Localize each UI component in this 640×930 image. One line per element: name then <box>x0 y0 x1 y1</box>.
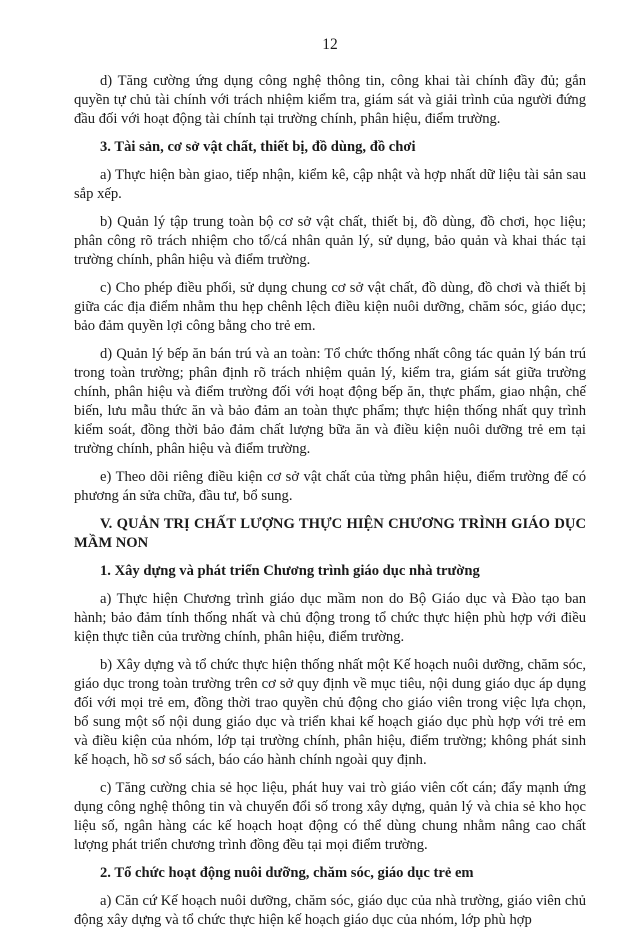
paragraph-3c: c) Cho phép điều phối, sử dụng chung cơ sở vật chất, đồ dùng, đồ chơi và thiết bị giữa các địa điểm nhằm thu hẹp chênh lệch điều kiện nuôi dưỡng, chăm sóc, giáo dục; bảo đảm quyền lợi công bằng cho trẻ em. <box>74 280 586 334</box>
section-3-heading: 3. Tài sản, cơ sở vật chất, thiết bị, đồ dùng, đồ chơi <box>100 139 416 155</box>
paragraph-3a: a) Thực hiện bàn giao, tiếp nhận, kiểm kê, cập nhật và hợp nhất dữ liệu tài sản sau sắp xếp. <box>74 167 586 202</box>
paragraph-3d: d) Quản lý bếp ăn bán trú và an toàn: Tổ chức thống nhất công tác quản lý bán trú trong toàn trường; phân định rõ trách nhiệm quản lý, kiểm tra, giám sát giữa trường chính, phân hiệu và điểm trường đối với hoạt động bếp ăn, thực phẩm, giao nhận, chế biến, lưu mẫu thức ăn và bảo đảm an toàn thực phẩm; thực hiện thống nhất quy trình kiểm soát, đồng thời bảo đảm chất lượng bữa ăn và điều kiện nuôi dưỡng trẻ em tại trường chính, phân hiệu và điểm trường. <box>74 346 586 457</box>
paragraph-v1c: c) Tăng cường chia sẻ học liệu, phát huy vai trò giáo viên cốt cán; đẩy mạnh ứng dụng công nghệ thông tin và chuyển đổi số trong xây dựng, quản lý và chia sẻ kho học liệu số, ngân hàng các kế hoạch hoạt động có thể dùng chung nhằm nâng cao chất lượng phát triển chương trình đồng đều tại mọi điểm trường. <box>74 780 586 853</box>
paragraph-3e: e) Theo dõi riêng điều kiện cơ sở vật chất của từng phân hiệu, điểm trường để có phương án sửa chữa, đầu tư, bổ sung. <box>74 469 586 504</box>
paragraph-v1b: b) Xây dựng và tổ chức thực hiện thống nhất một Kế hoạch nuôi dưỡng, chăm sóc, giáo dục trong toàn trường trên cơ sở quy định về mục tiêu, nội dung giáo dục áp dụng đối với mọi trẻ em, đồng thời trao quyền chủ động cho giáo viên trong việc lựa chọn, bổ sung một số nội dung giáo dục và triển khai kế hoạch giáo dục phù hợp với trẻ em và điều kiện của nhóm, lớp tại trường chính, phân hiệu, điểm trường; không phát sinh kế hoạch, hồ sơ sổ sách, báo cáo hành chính ngoài quy định. <box>74 657 586 768</box>
paragraph-v2a: a) Căn cứ Kế hoạch nuôi dưỡng, chăm sóc, giáo dục của nhà trường, giáo viên chủ động xây dựng và tổ chức thực hiện kế hoạch giáo dục của nhóm, lớp phù hợp <box>74 893 586 928</box>
section-v2-heading: 2. Tổ chức hoạt động nuôi dưỡng, chăm sóc, giáo dục trẻ em <box>100 865 474 881</box>
paragraph-3b: b) Quản lý tập trung toàn bộ cơ sở vật chất, thiết bị, đồ dùng, đồ chơi, học liệu; phân công rõ trách nhiệm cho tổ/cá nhân quản lý, sử dụng, bảo quản và khai thác tại trường chính, phân hiệu và điểm trường. <box>74 214 586 268</box>
paragraph-d-finance: d) Tăng cường ứng dụng công nghệ thông tin, công khai tài chính đầy đủ; gắn quyền tự chủ tài chính với trách nhiệm kiểm tra, giám sát và giải trình của người đứng đầu đối với hoạt động tài chính tại trường chính, phân hiệu, điểm trường. <box>74 73 586 127</box>
section-v-heading: V. QUẢN TRỊ CHẤT LƯỢNG THỰC HIỆN CHƯƠNG TRÌNH GIÁO DỤC MẦM NON <box>74 516 586 551</box>
page-number: 12 <box>322 36 338 53</box>
document-body <box>74 72 586 930</box>
paragraph-v1a: a) Thực hiện Chương trình giáo dục mầm non do Bộ Giáo dục và Đào tạo ban hành; bảo đảm tính thống nhất và chủ động trong tổ chức thực hiện phù hợp với điều kiện thực tiễn của trường chính, phân hiệu, điểm trường. <box>74 591 586 645</box>
section-v1-heading: 1. Xây dựng và phát triển Chương trình giáo dục nhà trường <box>100 563 480 579</box>
